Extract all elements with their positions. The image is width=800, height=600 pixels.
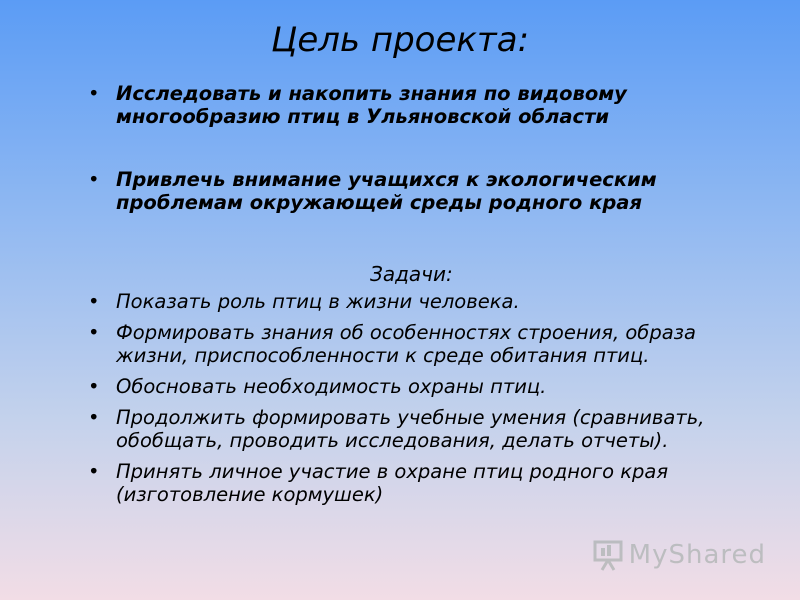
goals-list <box>88 82 748 254</box>
task-item: • Обосновать необходимость охраны птиц. <box>88 375 768 398</box>
presentation-screen-icon <box>593 538 623 572</box>
slide-title: Цель проекта: <box>270 20 530 60</box>
tasks-list <box>88 290 768 514</box>
goal-item: • Привлечь внимание учащихся к экологическим проблемам окружающей среды родного края <box>88 168 748 214</box>
task-item: • Продолжить формировать учебные умения (сравнивать, обобщать, проводить исследования, делать отчеты). <box>88 406 768 452</box>
task-item: • Показать роль птиц в жизни человека. <box>88 290 768 313</box>
watermark-text: MyShared <box>628 540 766 570</box>
tasks-heading: Задачи: <box>370 262 453 286</box>
watermark <box>593 538 766 572</box>
goal-item: • Исследовать и накопить знания по видовому многообразию птиц в Ульяновской области <box>88 82 748 128</box>
task-item: • Принять личное участие в охране птиц родного края (изготовление кормушек) <box>88 460 768 506</box>
task-item: • Формировать знания об особенностях строения, образа жизни, приспособленности к среде обитания птиц. <box>88 321 768 367</box>
